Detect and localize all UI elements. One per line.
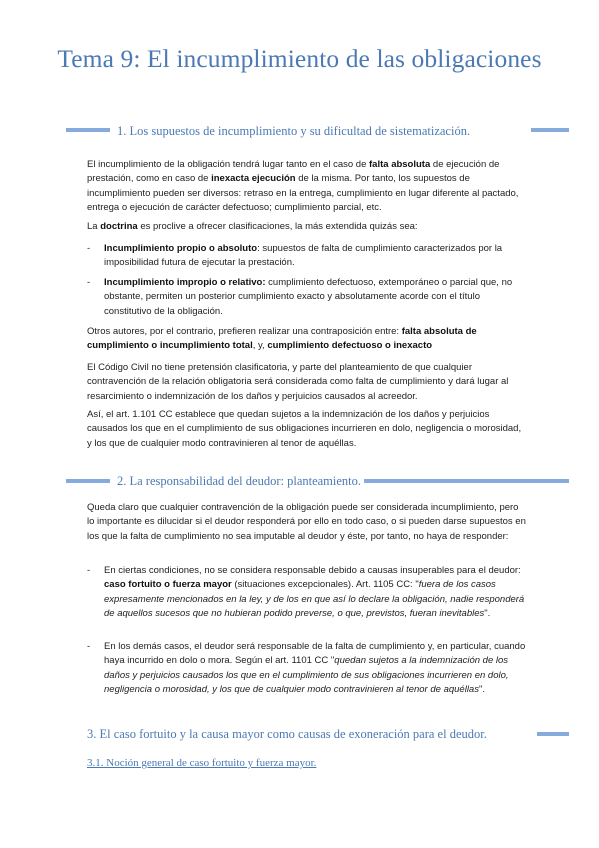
rule-left-1 [66, 128, 110, 132]
bullet-2: - Incumplimiento impropio o relativo: cumplimiento defectuoso, extemporáneo o parcial que, no obstante, permiten un posterior cumplimiento exacto y absolutamente acorde con el título constitutivo de la obligación. [87, 277, 513, 317]
section-3-1-heading[interactable]: 3.1. Noción general de caso fortuito y fuerza mayor. [87, 757, 317, 769]
section-2-heading: 2. La responsabilidad del deudor: planteamiento. [117, 474, 362, 488]
paragraph-2: La doctrina es proclive a ofrecer clasificaciones, la más extendida quizás sea: [87, 221, 418, 232]
bullet-3: - En ciertas condiciones, no se considera responsable debido a causas insuperables para el deudor: caso fortuito o fuerza mayor (situaciones excepcionales). Art. 1105 CC: "fuera de los casos expresamente mencionados en la ley, y de los en que así lo declare la obligación, nadie responderá de aquellos sucesos que no hubieran podido preverse, o que, previstos, fueran inevitables". [87, 565, 525, 620]
rule-right-3 [537, 732, 569, 736]
bullet-1: - Incumplimiento propio o absoluto: supuestos de falta de cumplimiento caracterizados por la imposibilidad futura de ejecutar la prestación. [87, 243, 503, 269]
section-1-heading: 1. Los supuestos de incumplimiento y su dificultad de sistematización. [117, 124, 471, 138]
paragraph-5: Así, el art. 1.101 CC establece que quedan sujetos a la indemnización de los daños y perjuicios causados los que en el cumplimiento de sus obligaciones incurrieren en dolo, negligencia o morosidad, y los que de cualquier modo contravinieren al tenor de aquéllas. [87, 409, 522, 449]
section-3-heading: 3. El caso fortuito y la causa mayor como causas de exoneración para el deudor. [87, 727, 487, 741]
paragraph-6: Queda claro que cualquier contravención de la obligación puede ser considerada incumplimiento, pero lo importante es dilucidar si el deudor responderá por ello en todo caso, o si pueden darse supuestos en los que la falta de cumplimiento no sea imputable al deudor y éste, por tanto, no haya de responder: [87, 502, 526, 542]
rule-right-1 [531, 128, 569, 132]
paragraph-1: El incumplimiento de la obligación tendrá lugar tanto en el caso de falta absoluta de ejecución de prestación, como en caso de inexacta ejecución de la misma. Por tanto, los supuestos de incumplimiento pueden ser diversos: retraso en la entrega, cumplimiento en lugar diferente al pactado, entrega o ejecución de carácter defectuoso; cumplimiento parcial, etc. [87, 159, 519, 214]
paragraph-4: El Código Civil no tiene pretensión clasificatoria, y parte del planteamiento de que cualquier contravención de la relación obligatoria será considerada como falta de cumplimiento y dará lugar al resarcimiento o indemnización de los daños y perjuicios causados al acreedor. [87, 362, 509, 402]
paragraph-3: Otros autores, por el contrario, prefieren realizar una contraposición entre: falta absoluta de cumplimiento o incumplimiento total, y, cumplimiento defectuoso o inexacto [87, 326, 477, 352]
rule-left-2 [66, 479, 110, 483]
rule-right-2 [364, 479, 569, 483]
bullet-4: - En los demás casos, el deudor será responsable de la falta de cumplimiento y, en particular, cuando haya incurrido en dolo o mora. Según el art. 1101 CC "quedan sujetos a la indemnización de los daños y perjuicios causados los que en el cumplimiento de sus obligaciones incurrieren en dolo, negligencia o morosidad, y los que de cualquier modo contravinieren al tenor de aquéllas". [87, 641, 526, 696]
document-title: Tema 9: El incumplimiento de las obligaciones [57, 44, 542, 73]
